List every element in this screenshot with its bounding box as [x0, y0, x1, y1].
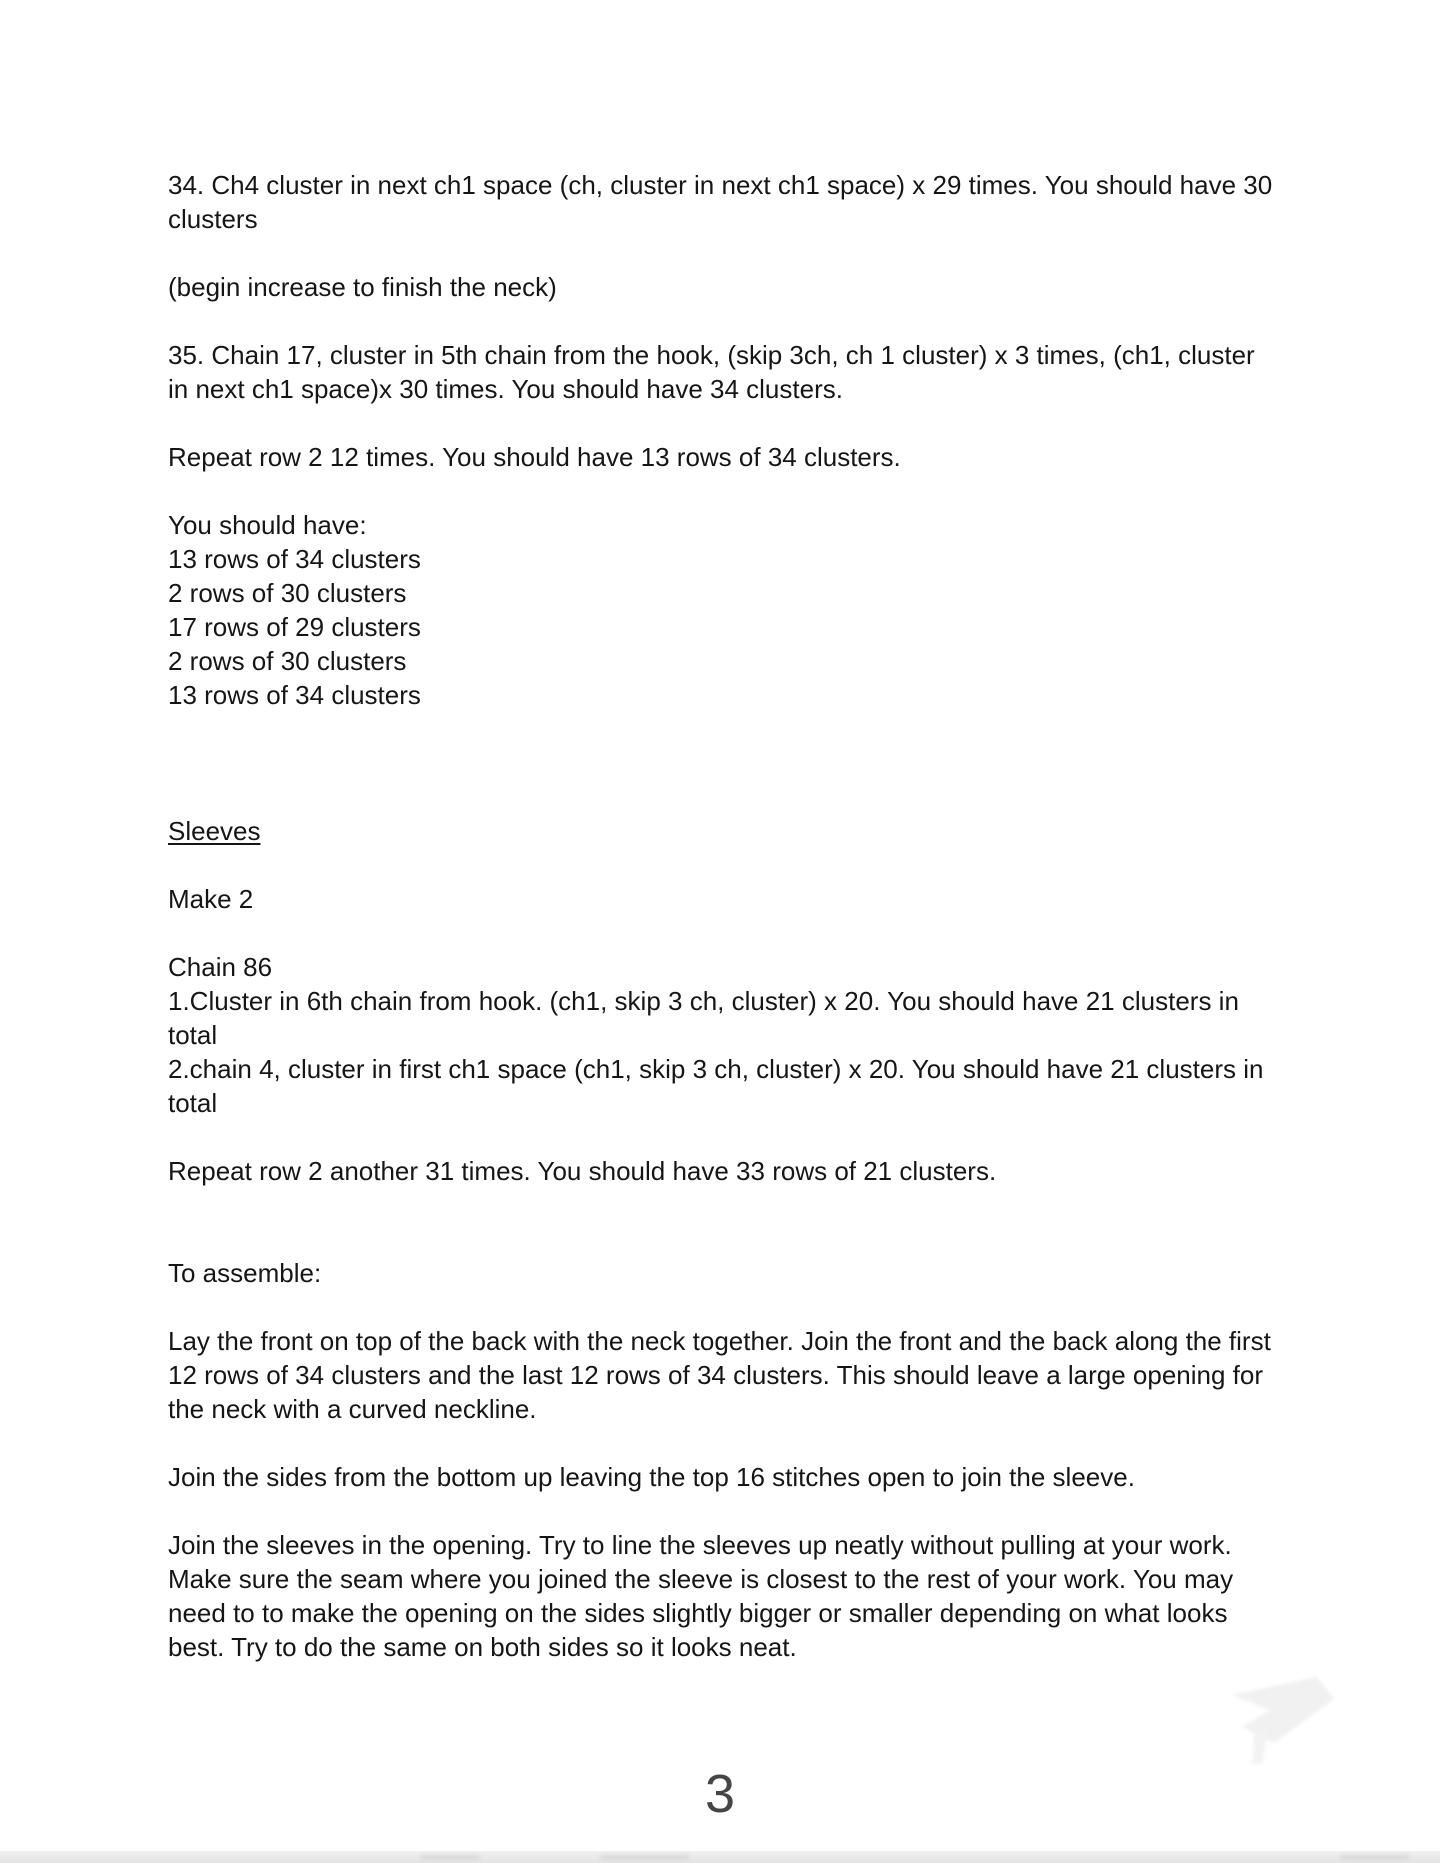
text-line: Make sure the seam where you joined the sleeve is closest to the rest of your work. You may — [168, 1564, 1234, 1594]
text-line: 13 rows of 34 clusters — [168, 544, 421, 574]
text-line: Join the sides from the bottom up leaving the top 16 stitches open to join the sleeve. — [168, 1462, 1135, 1492]
paragraph-assembly-sleeves — [168, 1528, 1308, 1664]
paragraph-row-summary — [168, 508, 1308, 712]
text-line: 2 rows of 30 clusters — [168, 646, 407, 676]
paragraph-sleeve-rows — [168, 950, 1308, 1120]
page-number: 3 — [704, 1764, 736, 1824]
paragraph-note-begin-increase — [168, 270, 1308, 304]
paragraph-step-35 — [168, 338, 1308, 406]
paragraph-sleeves-heading — [168, 814, 1308, 848]
document-body — [168, 168, 1308, 1664]
text-line: 12 rows of 34 clusters and the last 12 rows of 34 clusters. This should leave a large opening for — [168, 1360, 1264, 1390]
text-line: You should have: — [168, 510, 367, 540]
text-line: 13 rows of 34 clusters — [168, 680, 421, 710]
text-line: Sleeves — [168, 816, 261, 846]
text-line: 17 rows of 29 clusters — [168, 612, 421, 642]
text-line: 1.Cluster in 6th chain from hook. (ch1, skip 3 ch, cluster) x 20. You should have 21 clusters in — [168, 986, 1239, 1016]
text-line: (begin increase to finish the neck) — [168, 272, 557, 302]
text-line: 35. Chain 17, cluster in 5th chain from the hook, (skip 3ch, ch 1 cluster) x 3 times, (ch1, cluster — [168, 340, 1255, 370]
text-line: 34. Ch4 cluster in next ch1 space (ch, cluster in next ch1 space) x 29 times. You should have 30 — [168, 170, 1273, 200]
text-line: Lay the front on top of the back with the neck together. Join the front and the back along the first — [168, 1326, 1271, 1356]
edge-smudge — [1340, 1855, 1410, 1860]
text-line: Repeat row 2 12 times. You should have 13 rows of 34 clusters. — [168, 442, 901, 472]
paragraph-repeat-row-2 — [168, 440, 1308, 474]
paragraph-sleeve-repeat — [168, 1154, 1308, 1188]
paragraph-to-assemble-heading — [168, 1256, 1308, 1290]
text-line: Join the sleeves in the opening. Try to line the sleeves up neatly without pulling at your work. — [168, 1530, 1232, 1560]
text-line: total — [168, 1088, 218, 1118]
paragraph-assembly-front-back — [168, 1324, 1308, 1426]
edge-smudge — [600, 1855, 690, 1860]
watermark-swoosh-icon — [1222, 1665, 1342, 1770]
text-line: Make 2 — [168, 884, 254, 914]
text-line: Chain 86 — [168, 952, 273, 982]
paragraph-step-34 — [168, 168, 1308, 236]
text-line: the neck with a curved neckline. — [168, 1394, 537, 1424]
edge-smudge — [420, 1855, 480, 1860]
text-line: need to to make the opening on the sides slightly bigger or smaller depending on what looks — [168, 1598, 1228, 1628]
next-page-edge — [0, 1851, 1440, 1863]
text-line: 2.chain 4, cluster in first ch1 space (ch1, skip 3 ch, cluster) x 20. You should have 21 clusters in — [168, 1054, 1264, 1084]
text-line: in next ch1 space)x 30 times. You should have 34 clusters. — [168, 374, 843, 404]
text-line: clusters — [168, 204, 258, 234]
text-line: total — [168, 1020, 218, 1050]
text-line: 2 rows of 30 clusters — [168, 578, 407, 608]
text-line: Repeat row 2 another 31 times. You should have 33 rows of 21 clusters. — [168, 1156, 997, 1186]
paragraph-assembly-sides — [168, 1460, 1308, 1494]
paragraph-make-2 — [168, 882, 1308, 916]
text-line: To assemble: — [168, 1258, 322, 1288]
text-line: best. Try to do the same on both sides so it looks neat. — [168, 1632, 797, 1662]
